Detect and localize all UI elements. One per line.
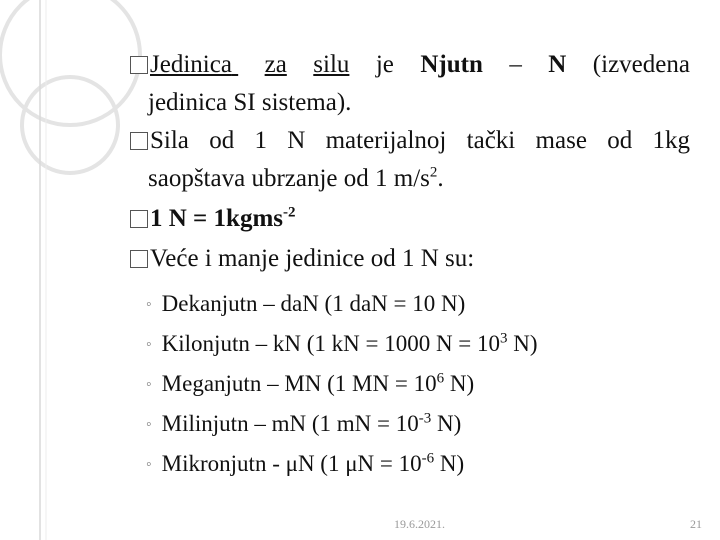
footer-date: 19.6.2021.: [394, 517, 445, 531]
item-text: Dekanjutn – daN (1 daN = 10 N): [161, 291, 466, 316]
hollow-circle-icon: ◦: [146, 376, 152, 393]
slide-number: 21: [690, 517, 702, 531]
list-item: [146, 324, 690, 364]
item-superscript: 3: [500, 330, 508, 347]
word: 1: [254, 127, 267, 154]
word-dash: –: [509, 51, 522, 78]
word-izvedena: (izvedena: [592, 51, 690, 78]
paragraph-line-2: jedinica SI sistema).: [148, 89, 352, 116]
line-end: .: [437, 165, 444, 192]
missing-glyph-box-icon: [130, 132, 148, 150]
paragraph-line: [130, 122, 690, 160]
word: materijalnoj: [325, 127, 447, 154]
word-njutn: Njutn: [420, 51, 483, 78]
paragraph-line-2: [130, 160, 690, 198]
word-jedinica: Jedinica: [150, 51, 232, 78]
item-text: Mikronjutn - μN (1 μN = 10: [161, 451, 422, 476]
word-n: N: [548, 51, 567, 78]
superscript: 2: [429, 164, 438, 181]
intro-text: Veće i manje jedinice od 1 N su:: [150, 245, 475, 272]
missing-glyph-box-icon: [130, 210, 148, 228]
word-silu: silu: [313, 51, 350, 78]
word: N: [287, 127, 306, 154]
hollow-circle-icon: ◦: [146, 416, 152, 433]
missing-glyph-box-icon: [130, 250, 148, 268]
item-text: Milinjutn – mN (1 mN = 10: [161, 411, 419, 436]
word: Sila: [150, 127, 189, 154]
deco-ring-large: [0, 0, 140, 125]
list-item: [146, 444, 690, 484]
list-item: [146, 404, 690, 444]
item-tail: N): [431, 411, 462, 436]
hollow-circle-icon: ◦: [146, 456, 152, 473]
list-item: [146, 364, 690, 404]
word-za: za: [264, 51, 287, 78]
paragraph-line: [130, 46, 690, 84]
formula-superscript: -2: [283, 204, 296, 221]
paragraph-unit-definition: [130, 46, 690, 122]
word: od: [209, 127, 235, 154]
word: mase: [535, 127, 587, 154]
formula-text: 1 N = 1kgms: [150, 205, 284, 232]
item-tail: N): [434, 451, 465, 476]
missing-glyph-box-icon: [130, 56, 148, 74]
hollow-circle-icon: ◦: [146, 336, 152, 353]
slide-body: [130, 46, 690, 484]
first-word-group: [130, 46, 238, 84]
item-superscript: -3: [418, 410, 432, 427]
word: tački: [466, 127, 516, 154]
paragraph-list-intro: [130, 240, 690, 278]
paragraph-formula: [130, 200, 690, 238]
paragraph-force-example: [130, 122, 690, 198]
word: 1kg: [652, 127, 690, 154]
item-tail: N): [507, 331, 538, 356]
first-word-group: [130, 122, 189, 160]
list-item: [146, 284, 690, 324]
item-text: Meganjutn – MN (1 MN = 10: [161, 371, 437, 396]
word-je: je: [375, 51, 394, 78]
deco-ring-small: [22, 77, 118, 173]
item-text: Kilonjutn – kN (1 kN = 1000 N = 10: [161, 331, 501, 356]
unit-list: [130, 284, 690, 484]
line-text: saopštava ubrzanje od 1 m/s: [148, 165, 430, 192]
hollow-circle-icon: ◦: [146, 296, 152, 313]
item-tail: N): [444, 371, 475, 396]
word: od: [607, 127, 633, 154]
item-superscript: -6: [421, 450, 435, 467]
item-superscript: 6: [436, 370, 445, 387]
